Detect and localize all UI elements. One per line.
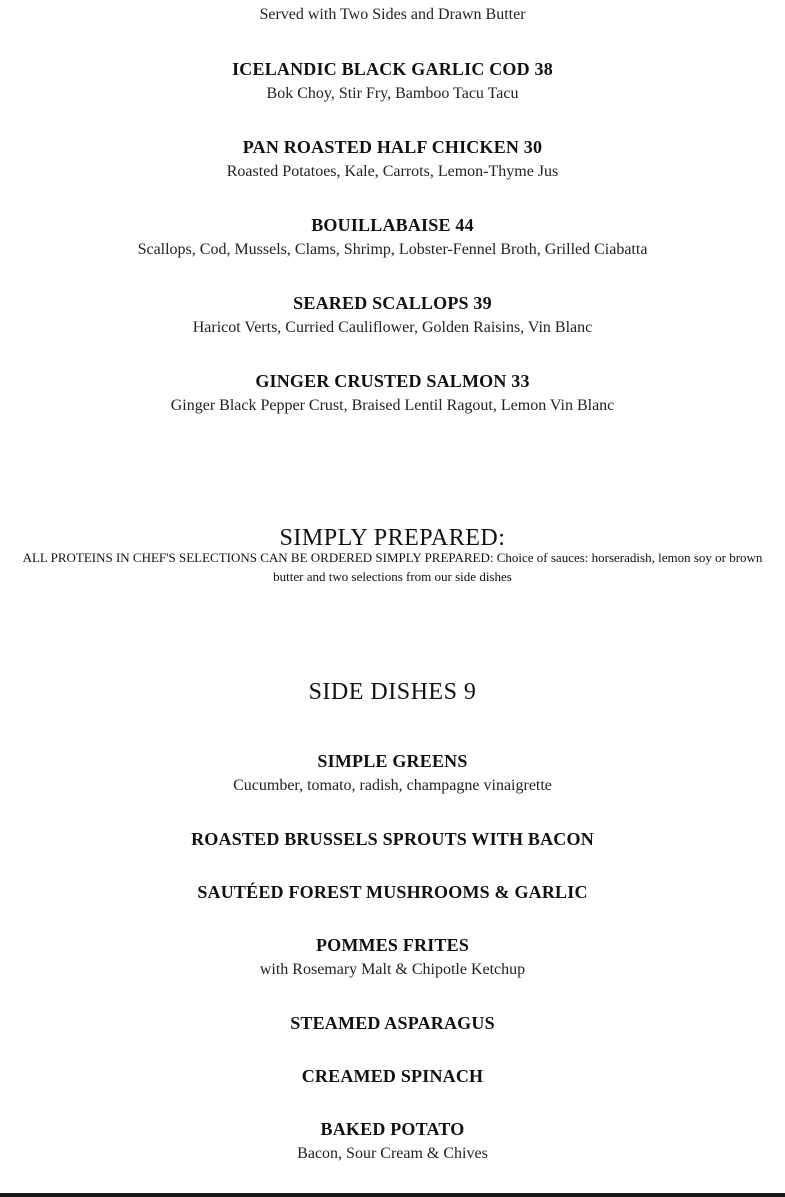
- side-dish-name: SIMPLE GREENS: [317, 751, 468, 771]
- menu-item-name: SEARED SCALLOPS 39: [293, 293, 492, 313]
- simply-prepared-title: SIMPLY PREPARED:: [279, 525, 506, 551]
- simply-prepared-note: ALL PROTEINS IN CHEF'S SELECTIONS CAN BE ORDERED SIMPLY PREPARED: Choice of sauces: horseradish, lemon soy or brown butter and two selections from our side dishes: [22, 550, 763, 584]
- bottom-divider: [0, 1193, 785, 1197]
- side-dish-description: Bacon, Sour Cream & Chives: [297, 1145, 488, 1162]
- top-item-description: Served with Two Sides and Drawn Butter: [259, 6, 526, 23]
- side-dish-name: ROASTED BRUSSELS SPROUTS WITH BACON: [191, 829, 594, 849]
- menu-item-name: GINGER CRUSTED SALMON 33: [255, 371, 530, 391]
- menu-item-name: ICELANDIC BLACK GARLIC COD 38: [232, 59, 553, 79]
- menu-item-name: PAN ROASTED HALF CHICKEN 30: [242, 137, 543, 157]
- side-dish-name: CREAMED SPINACH: [301, 1066, 484, 1086]
- side-dish-name: BAKED POTATO: [320, 1119, 465, 1139]
- side-dish-name: POMMES FRITES: [315, 935, 470, 955]
- menu-item-name: BOUILLABAISE 44: [311, 215, 474, 235]
- side-dish-name: SAUTÉED FOREST MUSHROOMS & GARLIC: [197, 882, 588, 902]
- menu-item-description: Roasted Potatoes, Kale, Carrots, Lemon-Thyme Jus: [226, 163, 559, 180]
- side-dish-description: Cucumber, tomato, radish, champagne vinaigrette: [233, 777, 552, 794]
- menu-item-description: Scallops, Cod, Mussels, Clams, Shrimp, Lobster-Fennel Broth, Grilled Ciabatta: [137, 241, 648, 258]
- side-dish-description: with Rosemary Malt & Chipotle Ketchup: [259, 961, 526, 978]
- menu-item-description: Ginger Black Pepper Crust, Braised Lentil Ragout, Lemon Vin Blanc: [170, 397, 615, 414]
- side-dish-name: STEAMED ASPARAGUS: [290, 1013, 495, 1033]
- menu-item-description: Bok Choy, Stir Fry, Bamboo Tacu Tacu: [266, 85, 519, 102]
- side-dishes-title: SIDE DISHES 9: [308, 679, 477, 705]
- menu-item-description: Haricot Verts, Curried Cauliflower, Golden Raisins, Vin Blanc: [192, 319, 593, 336]
